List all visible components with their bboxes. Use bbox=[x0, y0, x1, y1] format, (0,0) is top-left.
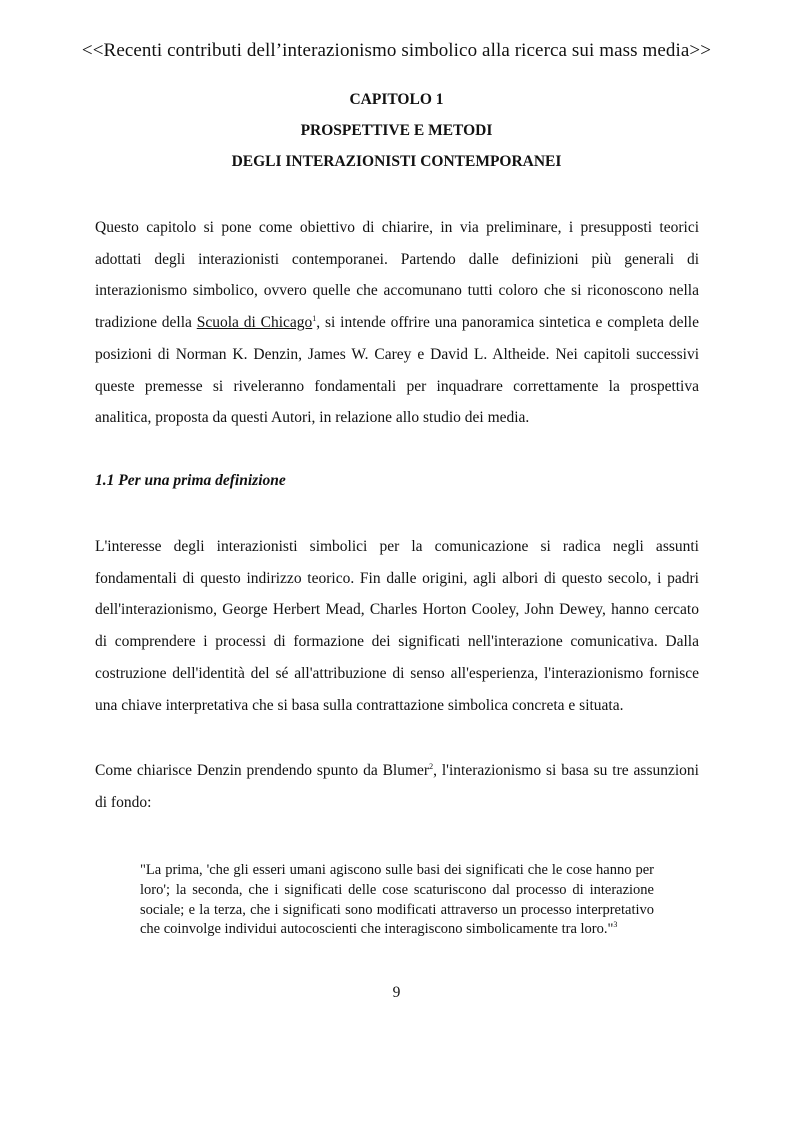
paragraph-3 bbox=[95, 755, 699, 818]
chapter-number: CAPITOLO 1 bbox=[349, 91, 444, 108]
intro-text-after-link: , si intende offrire una panoramica sintetica e completa delle posizioni di Norman K. Denzin, James W. Carey e David L. Altheide. Nei capitoli successivi queste premesse si riveleranno fondamentali per inquadrare correttamente la prospettiva analitica, proposta da questi Autori, in relazione allo studio dei media. bbox=[95, 314, 699, 427]
scuola-di-chicago-link[interactable]: Scuola di Chicago bbox=[196, 314, 313, 332]
paragraph-3-text-before: Come chiarisce Denzin prendendo spunto da Blumer bbox=[95, 762, 430, 779]
paragraph-2: L'interesse degli interazionisti simbolici per la comunicazione si radica negli assunti fondamentali di questo indirizzo teorico. Fin dalle origini, agli albori di questo secolo, i padri dell'interazionismo, George Herbert Mead, Charles Horton Cooley, John Dewey, hanno cercato di comprendere i processi di formazione dei significati nell'interazione comunicativa. Dalla costruzione dell'identità del sé all'attribuzione di senso all'esperienza, l'interazionismo fornisce una chiave interpretativa che si basa sulla contrattazione simbolica concreta e situata. bbox=[95, 538, 699, 714]
intro-paragraph bbox=[95, 212, 699, 434]
footnote-ref-3[interactable]: 3 bbox=[613, 920, 618, 930]
chapter-title-line-1: PROSPETTIVE E METODI bbox=[300, 122, 493, 139]
page-number: 9 bbox=[392, 984, 401, 1001]
paragraph-3-text-after: , l'interazionismo si basa su tre assunzioni di fondo: bbox=[95, 762, 699, 811]
footnote-ref-1[interactable]: 1 bbox=[312, 313, 317, 323]
section-heading: 1.1 Per una prima definizione bbox=[95, 472, 286, 489]
quote-text: "La prima, 'che gli esseri umani agiscono sulle basi dei significati che le cose hanno per loro'; la seconda, che i significati delle cose scaturiscono dal processo di interazione sociale; e la terza, che i significati sono modificati attraverso un processo interpretativo che coinvolge individui autocoscienti che interagiscono simbolicamente tra loro." bbox=[140, 862, 654, 938]
chapter-title-line-2: DEGLI INTERAZIONISTI CONTEMPORANEI bbox=[231, 153, 562, 170]
intro-text-before-link: Questo capitolo si pone come obiettivo di chiarire, in via preliminare, i presupposti teorici adottati degli interazionisti contemporanei. Partendo dalle definizioni più generali di interazionismo simbolico, ovvero quelle che accomunano tutti coloro che si riconoscono nella tradizione della bbox=[95, 219, 699, 332]
footnote-ref-2[interactable]: 2 bbox=[429, 761, 434, 771]
chapter-heading bbox=[0, 89, 793, 182]
running-header: <<Recenti contributi dell’interazionismo simbolico alla ricerca sui mass media>> bbox=[81, 40, 712, 61]
block-quote bbox=[140, 861, 654, 940]
